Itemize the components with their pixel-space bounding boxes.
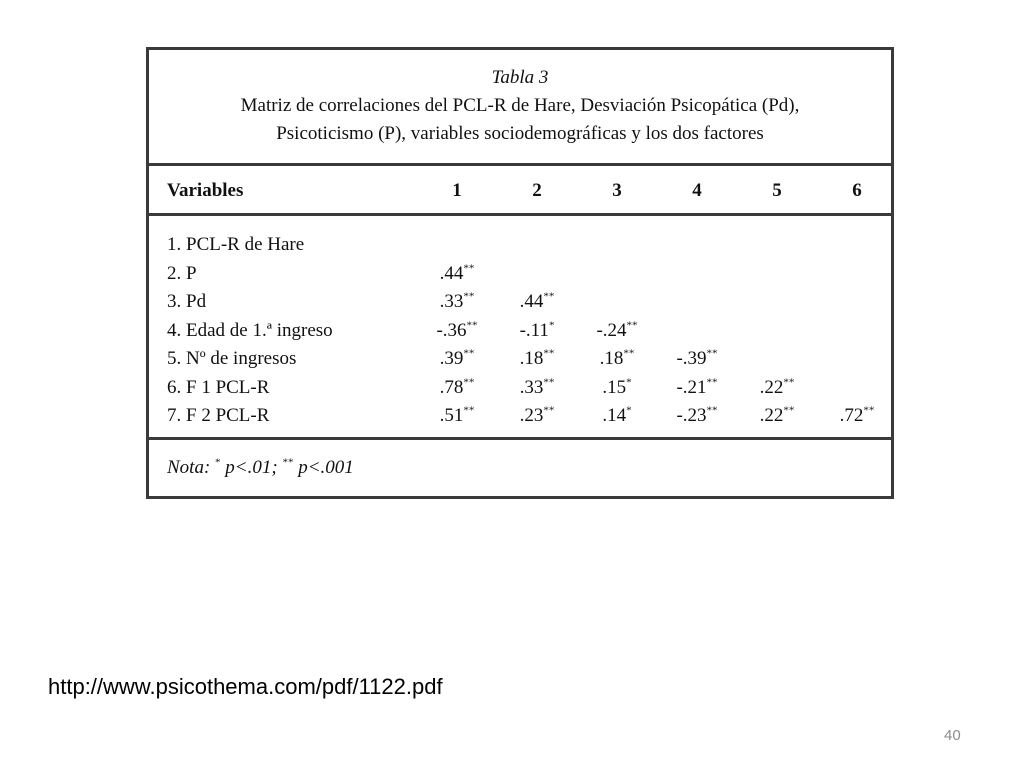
correlation-cell [417, 348, 497, 370]
correlation-value: .72 [839, 405, 864, 426]
correlation-cell [497, 405, 577, 427]
correlation-cell [817, 405, 897, 427]
correlation-cell [417, 405, 497, 427]
significance-mark: ** [543, 376, 555, 389]
correlation-value: .15 [602, 376, 627, 398]
note-sig2-text: p<.001 [298, 457, 354, 478]
significance-mark: * [626, 376, 632, 389]
correlation-cell [657, 405, 737, 427]
rule-top [149, 163, 891, 166]
note-sig1-text: p<.01; [225, 457, 278, 478]
correlation-value: .44 [519, 291, 544, 312]
significance-mark: ** [463, 347, 475, 360]
correlation-cell [737, 405, 817, 427]
correlation-cell [577, 348, 657, 370]
correlation-value: -.23 [676, 405, 707, 426]
column-header-4: 4 [692, 180, 702, 201]
column-header-6: 6 [852, 180, 862, 201]
significance-mark: * [548, 319, 555, 332]
correlation-value: .14 [602, 405, 627, 426]
correlation-cell [417, 377, 497, 399]
correlation-cell [577, 377, 657, 399]
correlation-value: .22 [759, 405, 784, 426]
column-header-1: 1 [452, 180, 462, 201]
rule-header [149, 213, 891, 216]
significance-mark: ** [623, 347, 635, 360]
significance-mark: ** [466, 319, 478, 332]
table-figure [146, 47, 894, 499]
significance-mark: ** [783, 376, 795, 389]
correlation-cell [497, 291, 577, 313]
correlation-value: .78 [439, 376, 464, 398]
correlation-value: .18 [599, 348, 624, 369]
significance-mark: ** [463, 376, 475, 389]
correlation-value: -.11 [519, 319, 549, 341]
rule-bottom [149, 437, 891, 440]
row-label: 3. Pd [167, 291, 207, 312]
row-label: 2. P [167, 262, 197, 284]
column-header-2: 2 [532, 180, 542, 201]
row-label: 4. Edad de 1.ª ingreso [167, 319, 333, 341]
significance-mark: ** [706, 347, 718, 360]
note-label: Nota: [167, 457, 211, 478]
correlation-cell [417, 263, 497, 285]
column-header-3: 3 [612, 180, 622, 201]
significance-mark: ** [463, 290, 475, 303]
correlation-value: .18 [519, 348, 544, 369]
table-note [167, 457, 354, 479]
column-header-variables: Variables [167, 180, 244, 201]
significance-mark: ** [463, 262, 475, 275]
significance-mark: ** [543, 290, 555, 303]
correlation-cell [497, 348, 577, 370]
source-link[interactable]: http://www.psicothema.com/pdf/1122.pdf [48, 674, 443, 699]
correlation-cell [417, 291, 497, 313]
page-number: 40 [944, 727, 961, 744]
correlation-value: .39 [439, 348, 464, 369]
correlation-cell [657, 377, 737, 399]
significance-mark: * [626, 404, 632, 417]
correlation-cell [417, 320, 497, 342]
row-label: 1. PCL-R de Hare [167, 234, 305, 255]
significance-mark: ** [706, 404, 718, 417]
correlation-value: .33 [439, 291, 464, 312]
significance-mark: ** [543, 404, 555, 417]
correlation-cell [577, 320, 657, 342]
significance-mark: ** [706, 376, 718, 389]
correlation-cell [497, 377, 577, 399]
correlation-cell [737, 377, 817, 399]
note-sig2-mark: ** [282, 456, 294, 469]
significance-mark: ** [783, 404, 795, 417]
correlation-value: .51 [439, 405, 464, 426]
correlation-value: .44 [439, 262, 464, 284]
correlation-cell [577, 405, 657, 427]
table-title-line-1: Matriz de correlaciones del PCL-R de Hare, Desviación Psicopática (Pd), [240, 95, 800, 116]
correlation-cell [497, 320, 577, 342]
table-caption [149, 64, 891, 148]
significance-mark: ** [463, 404, 475, 417]
correlation-value: .33 [519, 376, 544, 398]
significance-mark: ** [543, 347, 555, 360]
correlation-value: -.36 [436, 319, 467, 341]
row-label: 5. Nº de ingresos [167, 348, 297, 369]
correlation-value: -.24 [596, 319, 627, 341]
row-label: 6. F 1 PCL-R [167, 376, 270, 398]
note-sig1-mark: * [215, 456, 221, 469]
significance-mark: ** [626, 319, 638, 332]
correlation-value: .22 [759, 376, 784, 398]
correlation-cell [657, 348, 737, 370]
table-title-line-2: Psicoticismo (P), variables sociodemográficas y los dos factores [276, 123, 764, 144]
column-header-5: 5 [772, 180, 782, 201]
table-number: Tabla 3 [491, 67, 549, 88]
significance-mark: ** [863, 404, 875, 417]
correlation-value: -.39 [676, 348, 707, 369]
correlation-value: .23 [519, 405, 544, 426]
correlation-value: -.21 [676, 376, 707, 398]
row-label: 7. F 2 PCL-R [167, 405, 270, 426]
